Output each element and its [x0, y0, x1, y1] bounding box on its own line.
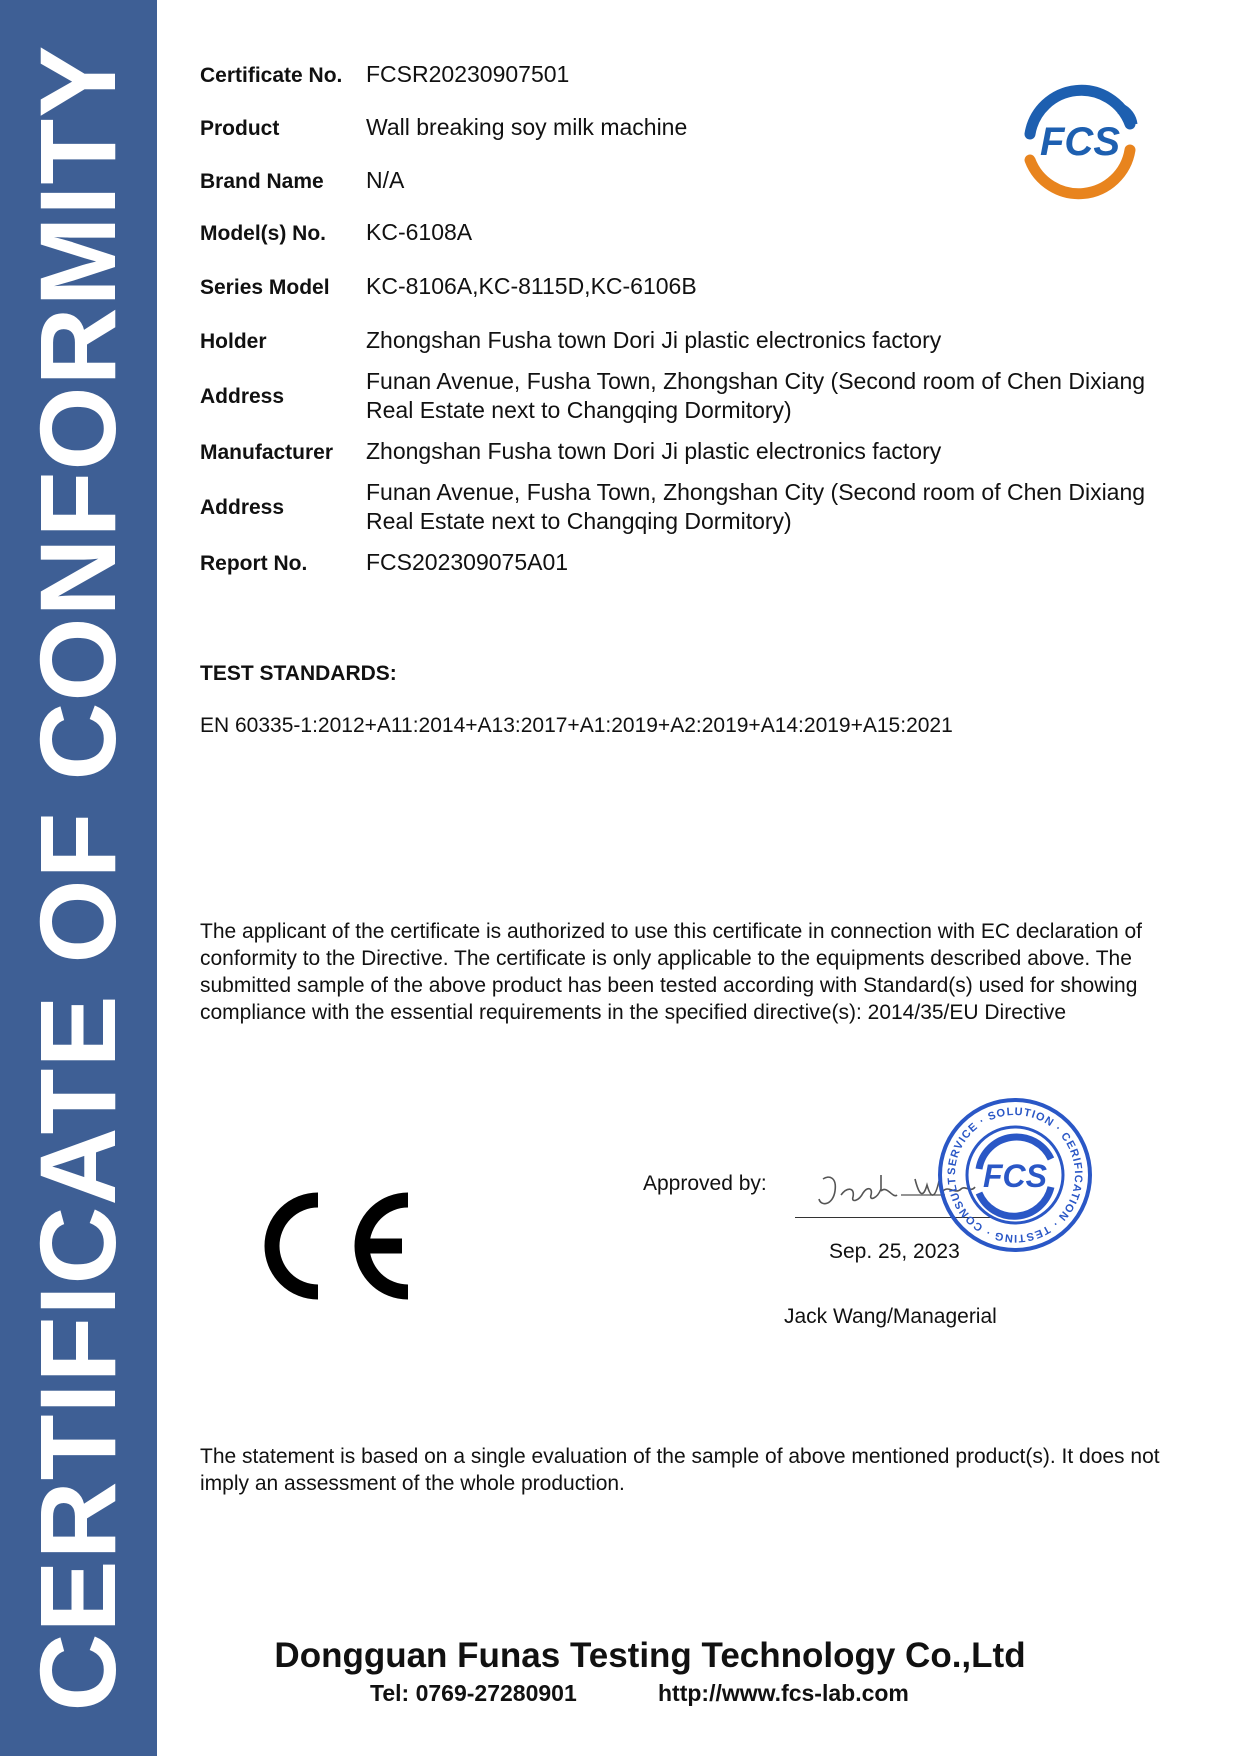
- seal-graphic: [935, 1095, 1095, 1255]
- field-label-model-no: Model(s) No.: [200, 222, 326, 245]
- field-label-brand-name: Brand Name: [200, 170, 324, 193]
- ce-mark: [256, 1190, 416, 1307]
- certification-seal: [935, 1095, 1095, 1260]
- field-value-holder: Zhongshan Fusha town Dori Ji plastic electronics factory: [366, 327, 942, 353]
- field-value-certificate-no: FCSR20230907501: [366, 61, 570, 87]
- ce-mark-graphic: [256, 1190, 416, 1302]
- field-value-manufacturer: Zhongshan Fusha town Dori Ji plastic electronics factory: [366, 438, 942, 464]
- field-label-report-no: Report No.: [200, 552, 308, 575]
- field-label-holder: Holder: [200, 330, 267, 353]
- ce-mark-text: CE: [335, 1250, 337, 1251]
- approval-date: Sep. 25, 2023: [829, 1240, 960, 1263]
- field-label-holder-address: Address: [200, 385, 285, 408]
- signer-name: Jack Wang/Managerial: [784, 1305, 997, 1328]
- authorization-paragraph: The applicant of the certificate is authorized to use this certificate in connection with EC declaration of conformity to the Directive. The certificate is only applicable to the equipments described above. The submitted sample of the above product has been tested according with Standard(s) used for showing compliance with the essential requirements in the specified directive(s): 2014/35/EU Directive: [200, 920, 1143, 1024]
- svg-text:FCS: FCS: [983, 1158, 1047, 1194]
- test-standards-heading: TEST STANDARDS:: [200, 662, 397, 685]
- sidebar-band: [0, 0, 157, 1756]
- svg-text:SERVICE · SOLUTION · CERIFICAT: SERVICE · SOLUTION · CERIFICATION · TESTING · CONSULT: [945, 1105, 1085, 1245]
- fcs-logo-text: FCS: [1040, 120, 1120, 164]
- field-value-product: Wall breaking soy milk machine: [366, 114, 688, 140]
- field-value-holder-address: Funan Avenue, Fusha Town, Zhongshan City (Second room of Chen Dixiang Real Estate next to Changqing Dormitory): [366, 368, 1146, 423]
- field-label-certificate-no: Certificate No.: [200, 64, 343, 87]
- statement-paragraph: The statement is based on a single evaluation of the sample of above mentioned product(s). It does not imply an assessment of the whole production.: [200, 1445, 1160, 1495]
- certificate-vertical-title: CERTIFICATE OF CONFORMITY: [17, 44, 138, 1712]
- field-value-report-no: FCS202309075A01: [366, 549, 569, 575]
- field-label-manufacturer: Manufacturer: [200, 441, 334, 464]
- field-value-model-no: KC-6108A: [366, 219, 473, 245]
- company-telephone: Tel: 0769-27280901: [370, 1680, 577, 1706]
- fcs-logo: [1010, 72, 1150, 217]
- company-website: http://www.fcs-lab.com: [658, 1680, 909, 1706]
- field-label-product: Product: [200, 117, 280, 140]
- approved-by-label: Approved by:: [643, 1172, 767, 1195]
- field-label-series-model: Series Model: [200, 276, 330, 299]
- field-label-manufacturer-address: Address: [200, 496, 285, 519]
- field-value-brand-name: N/A: [366, 167, 405, 193]
- field-value-series-model: KC-8106A,KC-8115D,KC-6106B: [366, 273, 697, 299]
- field-value-manufacturer-address: Funan Avenue, Fusha Town, Zhongshan City (Second room of Chen Dixiang Real Estate next to Changqing Dormitory): [366, 479, 1146, 534]
- company-name: Dongguan Funas Testing Technology Co.,Ltd: [274, 1636, 1026, 1675]
- test-standards-text: EN 60335-1:2012+A11:2014+A13:2017+A1:2019+A2:2019+A14:2019+A15:2021: [200, 714, 953, 737]
